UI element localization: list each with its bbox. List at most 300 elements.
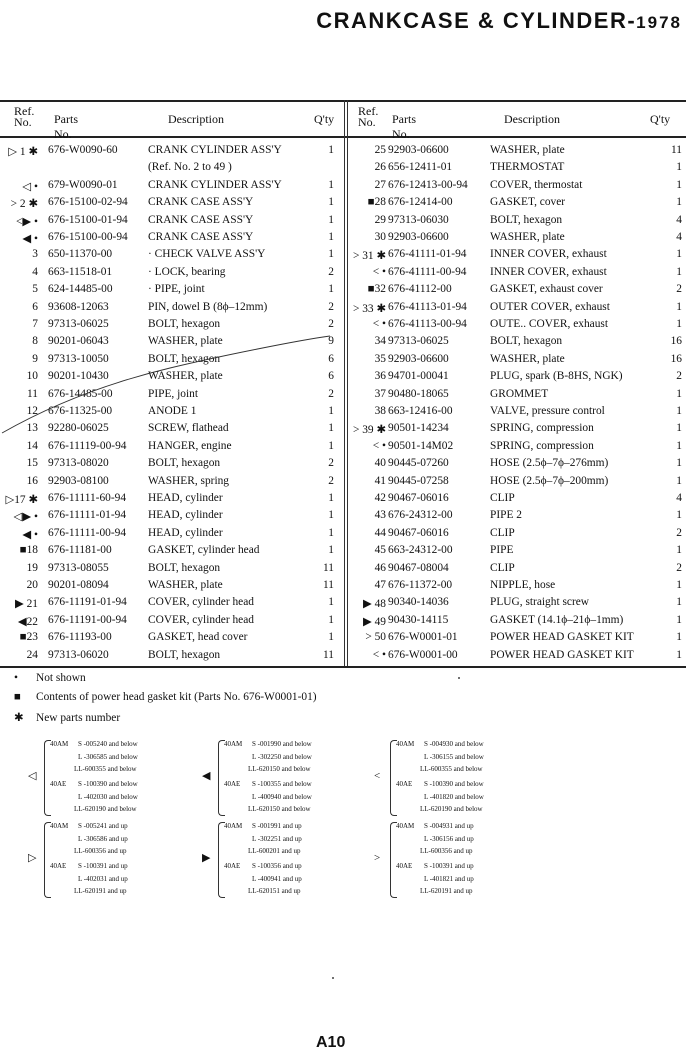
qty-cell: 1 [676,248,682,261]
qty-cell: 11 [323,648,334,661]
qty-cell: 2 [328,300,334,313]
description-cell: (Ref. No. 2 to 49 ) [148,161,232,174]
qty-cell: 2 [676,526,682,539]
part-number-cell: 676-41113-01-94 [388,300,467,313]
ref-cell: ▷17 ✱ [5,494,38,506]
description-cell: HEAD, cylinder [148,526,223,539]
qty-header: Q'ty [650,112,671,126]
description-cell: SPRING, compression [490,422,594,435]
description-cell: HOSE (2.5ϕ–7ϕ–200mm) [490,474,609,487]
description-cell: BOLT, hexagon [148,352,221,365]
description-cell: WASHER, plate [148,335,223,348]
part-number-cell: 676-15100-00-94 [48,231,128,243]
serial-range: L -306585 and below [78,752,138,761]
serial-model: 40AE [396,862,413,870]
table-row [346,231,686,248]
part-number-cell: 676-W0001-00 [388,648,458,661]
part-number-cell: 676-11191-01-94 [48,596,127,609]
description-cell: COVER, thermostat [490,178,583,191]
qty-cell: 2 [328,457,334,470]
serial-range: LL-600356 and up [74,847,127,855]
part-number-cell: 92903-08100 [48,474,109,487]
serial-model: 40AM [224,740,243,748]
part-number-cell: 656-12411-01 [388,161,453,174]
serial-range: LL-620151 and up [248,887,301,895]
serial-group [376,820,536,900]
description-cell: CRANK CYLINDER ASS'Y [148,178,282,191]
table-row [346,457,686,474]
description-cell: COVER, cylinder head [148,613,254,626]
part-number-cell: 676-11325-00 [48,405,113,417]
parts-table [0,100,690,666]
part-number-cell: 650-11370-00 [48,248,113,261]
part-number-cell: 97313-10050 [48,352,109,365]
serial-range: L -402030 and below [78,792,138,801]
serial-model: 40AM [396,740,415,748]
ref-cell: 26 [374,161,386,174]
serial-group [30,738,190,818]
description-cell: PIPE [490,544,514,557]
legend-text: Not shown [36,672,86,684]
ref-cell: ◁ • [22,180,38,193]
qty-cell: 16 [670,352,682,365]
qty-cell: 4 [676,213,682,226]
qty-cell: 1 [328,422,334,435]
legend-mark: • [14,672,18,684]
description-cell: HEAD, cylinder [148,492,223,504]
part-number-cell: 97313-06030 [388,213,449,226]
ref-cell: 35 [374,352,386,365]
qty-cell: 6 [328,370,334,383]
serial-range: LL-620191 and up [420,887,473,895]
serial-range: S -001991 and up [252,822,302,830]
qty-cell: 1 [328,509,334,522]
part-number-cell: 97313-06025 [48,318,109,330]
serial-range: LL-620191 and up [74,887,127,895]
description-cell: CRANK CYLINDER ASS'Y [148,144,282,156]
description-cell: CRANK CASE ASS'Y [148,196,254,209]
table-row [346,161,686,178]
qty-cell: 1 [676,300,682,313]
description-cell: SCREW, flathead [148,422,229,435]
table-row [346,388,686,405]
serial-range: S -100390 and below [424,780,484,788]
parts-no-header: Parts No. [392,112,416,141]
ref-cell: 46 [374,561,386,574]
serial-group [204,820,364,900]
qty-cell: 1 [676,596,682,609]
table-row [346,196,686,213]
serial-range: LL-620190 and below [74,805,137,813]
part-number-cell: 90201-06043 [48,335,109,348]
description-cell: BOLT, hexagon [148,318,221,330]
serial-range: LL-600355 and below [74,765,137,773]
table-row [346,649,686,666]
serial-range: S -004930 and below [424,740,484,748]
part-number-cell: 90501-14234 [388,422,449,435]
serial-model: 40AM [224,822,243,830]
ref-cell: > 2 ✱ [10,198,38,211]
description-cell: GROMMET [490,387,549,400]
description-cell: BOLT, hexagon [148,648,221,661]
serial-group [30,820,190,900]
ref-cell: ▶ 21 [15,598,38,611]
part-number-cell: 97313-08020 [48,457,109,470]
ref-cell: 16 [26,474,38,487]
ref-cell: 29 [374,213,386,226]
serial-model: 40AM [50,822,69,830]
part-number-cell: 676-11119-00-94 [48,439,127,452]
serial-range: L -306156 and up [424,834,474,843]
serial-symbol: ◀ [202,770,211,782]
description-cell: GASKET (14.1ϕ–21ϕ–1mm) [490,613,624,626]
qty-cell: 1 [328,439,334,452]
serial-symbol: ▶ [202,852,211,864]
description-cell: BOLT, hexagon [148,457,221,470]
serial-range: L -302251 and up [252,834,302,843]
qty-cell: 1 [328,544,334,557]
table-row [346,475,686,492]
ref-cell: ■28 [367,196,386,209]
ref-cell: ■18 [19,544,38,557]
qty-cell: 2 [676,561,682,574]
description-cell: BOLT, hexagon [148,561,221,574]
qty-cell: 1 [328,283,334,296]
description-cell: POWER HEAD GASKET KIT [490,631,634,644]
part-number-cell: 676-12413-00-94 [388,178,468,191]
ref-cell: 4 [32,265,38,278]
description-cell: VALVE, pressure control [490,405,605,417]
ref-cell: 42 [374,492,386,504]
table-row [346,214,686,231]
part-number-cell: 676-11372-00 [388,579,453,591]
part-number-cell: 97313-08055 [48,561,109,574]
serial-range: L -402031 and up [78,874,128,883]
legend-text: New parts number [36,712,121,724]
ref-cell: 7 [32,318,38,330]
qty-cell: 1 [328,178,334,191]
description-cell: ANODE 1 [148,405,197,417]
qty-cell: 2 [328,387,334,400]
description-cell: HEAD, cylinder [148,509,223,522]
part-number-cell: 90467-06016 [388,492,449,504]
qty-cell: 1 [328,405,334,417]
description-cell: COVER, cylinder head [148,596,254,609]
ref-cell: ▶ 49 [363,615,386,628]
qty-cell: 1 [676,439,682,452]
part-number-cell: 676-W0001-01 [388,631,458,644]
qty-cell: 1 [328,613,334,626]
description-cell: CLIP [490,492,515,504]
part-number-cell: 90445-07260 [388,457,449,470]
serial-range: LL-600356 and up [420,847,473,855]
qty-cell: 1 [328,144,334,156]
qty-cell: 1 [676,544,682,557]
description-cell: PLUG, spark (B-8HS, NGK) [490,370,623,383]
ref-cell: 20 [26,579,38,591]
description-header: Description [504,112,560,126]
ref-cell: <▶ • [15,215,38,228]
part-number-cell: 676-41111-01-94 [388,248,467,261]
ref-cell: 38 [374,405,386,417]
qty-cell: 1 [676,318,682,330]
description-header: Description [168,112,224,126]
part-number-cell: 676-W0090-60 [48,144,118,156]
serial-range: LL-620190 and below [420,805,483,813]
description-cell: BOLT, hexagon [490,335,563,348]
ref-cell: ◀ • [22,233,38,245]
ref-cell: 10 [26,370,38,383]
part-number-cell: 90501-14M02 [388,439,454,452]
qty-cell: 1 [676,196,682,209]
table-row [346,283,686,300]
table-row [346,144,686,161]
ref-cell: 19 [26,561,38,574]
ref-cell: 6 [32,300,38,313]
part-number-cell: 676-11111-00-94 [48,526,127,539]
qty-cell: 1 [328,492,334,504]
qty-cell: 1 [328,526,334,539]
ref-cell: ◀22 [17,615,38,628]
qty-cell: 2 [676,283,682,296]
serial-model: 40AE [50,862,67,870]
qty-cell: 9 [328,335,334,348]
serial-model: 40AE [396,780,413,788]
description-cell: INNER COVER, exhaust [490,248,607,261]
description-cell: PIPE 2 [490,509,522,522]
ref-cell: ■32 [367,283,386,296]
description-cell: PIN, dowel B (8ϕ–12mm) [148,300,268,313]
serial-range: L -302250 and below [252,752,312,761]
serial-group [204,738,364,818]
ref-cell: 47 [374,579,386,591]
description-cell: · LOCK, bearing [148,265,226,278]
serial-range: S -001990 and below [252,740,312,748]
description-cell: CLIP [490,526,515,539]
serial-range: S -100390 and below [78,780,138,788]
table-row [346,440,686,457]
hand-drawn-pointer-line [0,100,346,666]
ref-cell: 45 [374,544,386,557]
ref-cell: 13 [26,422,38,435]
part-number-cell: 92280-06025 [48,422,109,435]
description-cell: HOSE (2.5ϕ–7ϕ–276mm) [490,457,609,470]
part-number-cell: 663-11518-01 [48,265,113,278]
table-row [346,353,686,370]
table-row [346,544,686,561]
qty-cell: 1 [676,387,682,400]
qty-cell: 2 [328,265,334,278]
description-cell: WASHER, plate [490,144,565,156]
ref-header-line1: Ref. [358,104,379,118]
ref-cell: > 39 ✱ [352,424,386,437]
description-cell: INNER COVER, exhaust [490,265,607,278]
ref-cell: < • [372,648,386,661]
description-cell: · PIPE, joint [148,283,205,296]
ref-cell: 30 [374,231,386,243]
qty-cell: 11 [323,561,334,574]
serial-range: S -004931 and up [424,822,474,830]
description-cell: GASKET, cover [490,196,566,209]
serial-range: LL-600201 and up [248,847,301,855]
speck [458,677,460,679]
part-number-cell: 92903-06600 [388,352,449,365]
part-number-cell: 90201-08094 [48,579,109,591]
table-row [346,301,686,318]
description-cell: WASHER, plate [490,352,565,365]
description-cell: CLIP [490,561,515,574]
qty-cell: 2 [676,370,682,383]
description-cell: PLUG, straight screw [490,596,590,609]
description-cell: GASKET, head cover [148,631,248,644]
page-title [316,8,682,34]
part-number-cell: 676-11111-01-94 [48,509,127,522]
part-number-cell: 676-14485-00 [48,387,113,400]
serial-range: S -100391 and up [78,862,128,870]
part-number-cell: 97313-06020 [48,648,109,661]
table-row [346,335,686,352]
table-row [346,405,686,422]
part-number-cell: 93608-12063 [48,300,109,313]
part-number-cell: 663-24312-00 [388,544,453,557]
qty-cell: 6 [328,352,334,365]
part-number-cell: 94701-00041 [388,370,449,383]
ref-cell: > 33 ✱ [352,302,386,315]
table-row [346,318,686,335]
ref-cell: 37 [374,387,386,400]
qty-cell: 1 [676,474,682,487]
part-number-cell: 624-14485-00 [48,283,113,296]
part-number-cell: 92903-06600 [388,231,449,243]
title-year: 1978 [636,13,682,32]
serial-model: 40AE [224,862,241,870]
qty-cell: 1 [676,405,682,417]
description-cell: CRANK CASE ASS'Y [148,213,254,226]
description-cell: WASHER, spring [148,474,230,487]
table-row [346,509,686,526]
ref-cell: 34 [374,335,386,348]
table-row [346,596,686,613]
qty-cell: 1 [676,161,682,174]
part-number-cell: 676-15100-01-94 [48,213,128,226]
table-bottom-rule [0,666,686,668]
serial-range: L -401821 and up [424,874,474,883]
serial-range: LL-620150 and below [248,805,311,813]
part-number-cell: 90340-14036 [388,596,449,609]
ref-cell: 12 [26,405,38,417]
description-cell: HANGER, engine [148,439,232,452]
ref-cell: ▶ 48 [363,598,386,611]
legend-item [14,672,86,684]
description-cell: · CHECK VALVE ASS'Y [148,248,266,261]
ref-cell: 5 [32,283,38,296]
ref-cell: < • [372,318,386,330]
part-number-cell: 676-41112-00 [388,283,452,296]
serial-model: 40AM [50,740,69,748]
qty-cell: 1 [676,579,682,591]
part-number-cell: 663-12416-00 [388,405,453,417]
table-row [346,579,686,596]
description-cell: SPRING, compression [490,439,594,452]
qty-cell: 4 [676,492,682,504]
serial-range: S -100356 and up [252,862,302,870]
qty-cell: 1 [676,178,682,191]
ref-cell: 15 [26,457,38,470]
part-number-cell: 679-W0090-01 [48,178,118,191]
qty-cell: 2 [328,318,334,330]
table-row [346,179,686,196]
qty-cell: 1 [676,648,682,661]
serial-range: LL-600355 and below [420,765,483,773]
ref-cell: 8 [32,335,38,348]
part-number-cell: 676-41113-00-94 [388,318,467,330]
ref-header-line2: No. [14,115,32,129]
part-number-cell: 90445-07258 [388,474,449,487]
legend-item [14,710,120,724]
legend-mark: ■ [14,691,21,703]
qty-cell: 4 [676,231,682,243]
qty-header: Q'ty [314,112,335,126]
ref-cell: 11 [27,387,38,400]
description-cell: WASHER, plate [148,579,223,591]
qty-cell: 1 [676,631,682,644]
qty-cell: 11 [323,579,334,591]
part-number-cell: 90467-06016 [388,526,449,539]
description-cell: OUTER COVER, exhaust [490,300,610,313]
description-cell: WASHER, plate [490,231,565,243]
ref-cell: 43 [374,509,386,522]
legend-text: Contents of power head gasket kit (Parts No. 676-W0001-01) [36,691,317,703]
part-number-cell: 90480-18065 [388,387,449,400]
part-number-cell: 90201-10430 [48,370,109,383]
serial-range: LL-620150 and below [248,765,311,773]
qty-cell: 1 [676,265,682,278]
ref-cell: 3 [32,248,38,261]
ref-cell: 24 [26,648,38,661]
ref-cell: ◀ • [22,528,38,541]
legend-mark: ✱ [14,712,24,724]
qty-cell: 1 [328,213,334,226]
table-row [346,248,686,265]
qty-cell: 1 [676,457,682,470]
serial-symbol: < [374,770,381,782]
ref-cell: ■23 [19,631,38,644]
serial-range: S -005240 and below [78,740,138,748]
page-number: A10 [316,1034,346,1051]
serial-symbol: > [374,852,381,864]
qty-cell: 1 [328,596,334,609]
ref-cell: 25 [374,144,386,156]
part-number-cell: 676-41111-00-94 [388,265,467,278]
table-row [346,370,686,387]
part-number-cell: 97313-06025 [388,335,449,348]
ref-cell: 44 [374,526,386,539]
description-cell: NIPPLE, hose [490,579,556,591]
description-cell: POWER HEAD GASKET KIT [490,648,634,661]
table-row [346,422,686,439]
qty-cell: 1 [328,231,334,243]
table-row [346,527,686,544]
ref-cell: 14 [26,439,38,452]
table-row [346,562,686,579]
ref-cell: < • [372,439,386,452]
qty-cell: 11 [671,144,682,156]
speck [332,977,334,979]
ref-cell: 9 [32,352,38,365]
ref-cell: 40 [374,457,386,470]
table-row [346,614,686,631]
ref-header-line1: Ref. [14,104,35,118]
